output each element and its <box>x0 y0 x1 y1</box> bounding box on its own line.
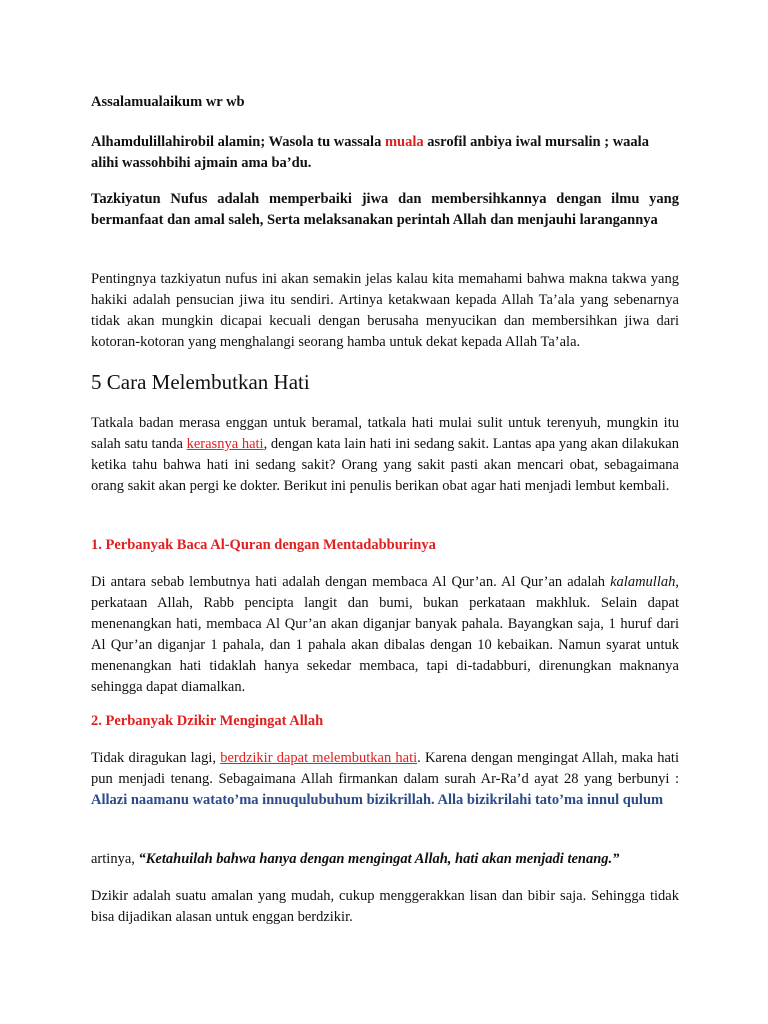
opening-text-1: Alhamdulillahirobil alamin; Wasola tu wassala <box>91 134 385 150</box>
section1-text-1: Di antara sebab lembutnya hati adalah dengan membaca Al Qur’an. Al Qur’an adalah <box>91 574 611 590</box>
section2-text-1: Tidak diragukan lagi, <box>91 750 221 766</box>
intro-text-2: , dengan kata lain hati ini sedang sakit. Lantas apa yang akan dilakukan ketika tahu bahwa hati ini sedang sakit? Orang yang sakit pasti akan mencari obat, sebagaimana orang sakit akan pergi ke dokter. Berikut ini penulis berikan obat agar hati menjadi lembut kembali. <box>91 436 679 494</box>
section1-title: 1. Perbanyak Baca Al-Quran dengan Mentadabburinya <box>91 537 436 553</box>
section1-paragraph <box>91 572 679 698</box>
translation-quote: “Ketahuilah bahwa hanya dengan mengingat Allah, hati akan menjadi tenang.” <box>138 851 620 867</box>
berdzikir-link[interactable]: berdzikir dapat melembutkan hati <box>220 750 418 766</box>
section2-title: 2. Perbanyak Dzikir Mengingat Allah <box>91 713 324 729</box>
ayat-transliteration: Allazi naamanu watato’ma innuqulubuhum bizikrillah. Alla bizikrilahi tato’ma innul qulum <box>91 792 664 808</box>
translation-label: artinya, <box>91 851 139 867</box>
opening-paragraph <box>91 132 679 174</box>
section2-paragraph <box>91 748 679 811</box>
intro-text-1: Tatkala badan merasa enggan untuk beramal, tatkala hati mulai sulit untuk terenyuh, mungkin itu salah satu tanda <box>91 415 679 452</box>
definition-paragraph: Tazkiyatun Nufus adalah memperbaiki jiwa dan membersihkannya dengan ilmu yang bermanfaat dan amal saleh, Serta melaksanakan perintah Allah dan menjauhi larangannya <box>91 191 679 228</box>
section1-text-2: , perkataan Allah, Rabb pencipta langit dan bumi, bukan perkataan makhluk. Selain dapat menenangkan hati, membaca Al Qur’an akan diganjar banyak pahala. Bayangkan saja, 1 huruf dari Al Qur’an diganjar 1 pahala, dan 1 pahala akan dibalas dengan 10 kebaikan. Namun syarat untuk menenangkan hati tidaklah hanya sekedar membaca, tapi di-tadabburi, direnungkan maknanya sehingga dapat diamalkan. <box>91 574 679 695</box>
opening-highlight: muala <box>384 134 424 150</box>
intro-paragraph <box>91 413 679 497</box>
section-heading: 5 Cara Melembutkan Hati <box>91 370 310 394</box>
translation-paragraph <box>91 849 679 870</box>
opening-text-2: asrofil anbiya iwal mursalin ; waala alihi wassohbihi ajmain ama ba’du. <box>91 134 649 171</box>
importance-paragraph: Pentingnya tazkiyatun nufus ini akan semakin jelas kalau kita memahami bahwa makna takwa yang hakiki adalah pensucian jiwa itu sendiri. Artinya ketakwaan kepada Allah Ta’ala yang sebenarnya tidak akan mungkin dicapai kecuali dengan berusaha menyucikan dan membersihkan jiwa dari kotoran-kotoran yang menghalangi seorang hamba untuk dekat kepada Allah Ta’ala. <box>91 271 679 350</box>
section2-text-2: . Karena dengan mengingat Allah, maka hati pun menjadi tenang. Sebagaimana Allah firmankan dalam surah Ar-Ra’d ayat 28 yang berbunyi : <box>91 750 679 787</box>
kalamullah-term: kalamullah <box>610 574 676 590</box>
closing-paragraph: Dzikir adalah suatu amalan yang mudah, cukup menggerakkan lisan dan bibir saja. Sehingga tidak bisa dijadikan alasan untuk enggan berdzikir. <box>91 888 679 925</box>
greeting: Assalamualaikum wr wb <box>91 94 245 110</box>
kerasnya-hati-link[interactable]: kerasnya hati <box>186 436 264 452</box>
